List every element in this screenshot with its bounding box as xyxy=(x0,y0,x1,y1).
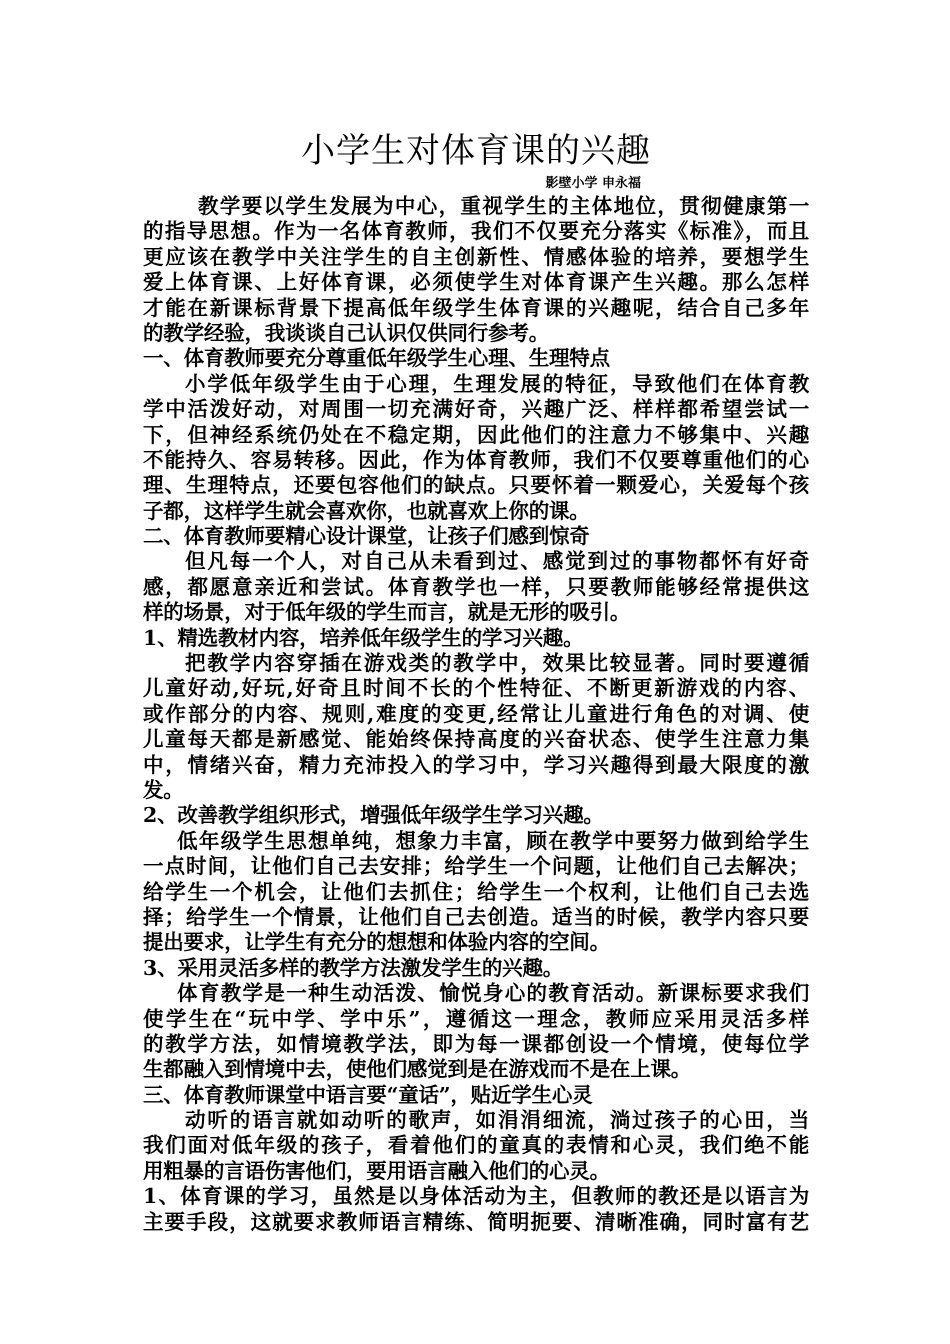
body-line: 爱上体育课、上好体育课，必须使学生对体育课产生兴趣。那么怎样 xyxy=(143,270,809,295)
section-heading: 二、体育教师要精心设计课堂，让孩子们感到惊奇 xyxy=(143,524,590,549)
body-line: 但凡每一个人，对自己从未看到过、感觉到过的事物都怀有好奇 xyxy=(185,549,809,574)
section-heading: 三、体育教师课堂中语言要“童话”，贴近学生心灵 xyxy=(143,1082,593,1107)
document-page xyxy=(143,128,809,1235)
body-line: 低年级学生思想单纯，想象力丰富，顾在教学中要努力做到给学生 xyxy=(177,828,809,853)
body-line: 提出要求，让学生有充分的想想和体验内容的空间。 xyxy=(143,930,610,955)
body-line: 的教学方法，如情境教学法，即为每一课都创设一个情境，使每位学 xyxy=(143,1031,809,1056)
body-line: 体育教学是一种生动活泼、愉悦身心的教育活动。新课标要求我们 xyxy=(177,981,809,1006)
body-line: 小学低年级学生由于心理，生理发展的特征，导致他们在体育教 xyxy=(185,371,809,396)
body-line: 下，但神经系统仍处在不稳定期，因此他们的注意力不够集中、兴趣 xyxy=(143,422,809,447)
body-line: 或作部分的内容、规则,难度的变更,经常让儿童进行角色的对调、使 xyxy=(143,701,809,726)
body-line: 才能在新课标背景下提高低年级学生体育课的兴趣呢，结合自己多年 xyxy=(143,295,809,320)
body-line: 学中活泼好动，对周围一切充满好奇，兴趣广泛、样样都希望尝试一 xyxy=(143,397,809,422)
subsection-heading: 1、精选教材内容，培养低年级学生的学习兴趣。 xyxy=(143,625,584,650)
body-line: 的指导思想。作为一名体育教师，我们不仅要充分落实《标准》，而且 xyxy=(143,219,809,244)
body-line: 把教学内容穿插在游戏类的教学中，效果比较显著。同时要遵循 xyxy=(185,651,809,676)
body-line: 择；给学生一个情景，让他们自己去创造。适当的时候，教学内容只要 xyxy=(143,904,809,929)
body-line: 不能持久、容易转移。因此，作为体育教师，我们不仅要尊重他们的心 xyxy=(143,447,809,472)
body-line: 发。 xyxy=(143,777,184,802)
body-line: 用粗暴的言语伤害他们，要用语言融入他们的心灵。 xyxy=(143,1158,610,1183)
body-line: 给学生一个机会，让他们去抓住；给学生一个权利，让他们自己去选 xyxy=(143,879,809,904)
subsection-heading: 3、采用灵活多样的教学方法激发学生的兴趣。 xyxy=(143,955,564,980)
body-line: 感，都愿意亲近和尝试。体育教学也一样，只要教师能够经常提供这 xyxy=(143,574,809,599)
body-line: 理、生理特点，还要包容他们的缺点。只要怀着一颗爱心，关爱每个孩 xyxy=(143,473,809,498)
body-line: 我们面对低年级的孩子，看着他们的童真的表情和心灵，我们绝不能 xyxy=(143,1133,809,1158)
body-line: 中，情绪兴奋，精力充沛投入的学习中，学习兴趣得到最大限度的激 xyxy=(143,752,809,777)
body-line: 一点时间，让他们自己去安排；给学生一个问题，让他们自己去解决； xyxy=(143,854,809,879)
body-line: 教学要以学生发展为中心，重视学生的主体地位，贯彻健康第一 xyxy=(198,194,809,218)
body-line: 儿童好动,好玩,好奇且时间不长的个性特征、不断更新游戏的内容、 xyxy=(143,676,809,701)
subsection-heading: 1、体育课的学习，虽然是以身体活动为主，但教师的教还是以语言为 xyxy=(143,1184,809,1209)
body-line: 生都融入到情境中去，使他们感觉到是在游戏而不是在上课。 xyxy=(143,1057,692,1082)
section-heading: 一、体育教师要充分尊重低年级学生心理、生理特点 xyxy=(143,346,610,371)
body-line: 的教学经验，我谈谈自己认识仅供同行参考。 xyxy=(143,320,549,345)
body-line: 样的场景，对于低年级的学生而言，就是无形的吸引。 xyxy=(143,600,631,625)
body-line: 儿童每天都是新感觉、能始终保持高度的兴奋状态、使学生注意力集 xyxy=(143,727,809,752)
subsection-heading: 2、改善教学组织形式，增强低年级学生学习兴趣。 xyxy=(143,803,604,828)
document-title: 小学生对体育课的兴趣 xyxy=(301,131,651,171)
body-line: 主要手段，这就要求教师语言精练、简明扼要、清晰准确，同时富有艺 xyxy=(143,1209,809,1234)
body-line: 动听的语言就如动听的歌声，如涓涓细流，淌过孩子的心田，当 xyxy=(185,1108,809,1133)
body-line: 使学生在“玩中学、学中乐”，遵循这一理念，教师应采用灵活多样 xyxy=(143,1006,809,1031)
body-line: 更应该在教学中关注学生的自主创新性、情感体验的培养，要想学生 xyxy=(143,244,809,269)
body-line: 子都，这样学生就会喜欢你，也就喜欢上你的课。 xyxy=(143,498,590,523)
author-line: 影壁小学 申永福 xyxy=(545,176,641,191)
